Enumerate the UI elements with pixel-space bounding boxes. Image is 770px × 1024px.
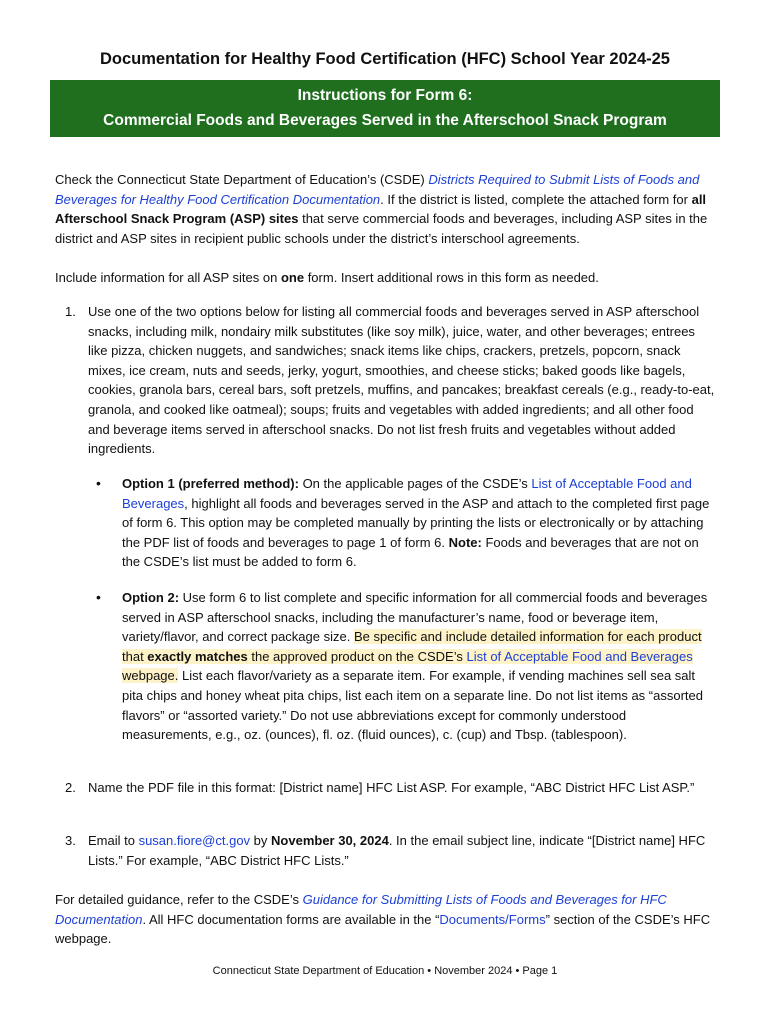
document-title: Documentation for Healthy Food Certification (HFC) School Year 2024-25 (100, 50, 670, 68)
list-item-text: by (250, 833, 272, 848)
intro-text: Check the Connecticut State Department of Education’s (CSDE) (55, 172, 429, 187)
page-footer: Connecticut State Department of Education • November 2024 • Page 1 (212, 965, 558, 977)
acceptable-foods-webpage-link[interactable]: List of Acceptable Food and Beverages (466, 648, 693, 664)
intro-bold-text: all Afterschool Snack Program (ASP) sites (55, 191, 707, 227)
option-1-bullet (55, 474, 717, 572)
deadline-date: November 30, 2024 (271, 833, 389, 848)
intro-text: that serve commercial foods and beverages, including ASP sites in the district and ASP sites in recipient public schools under the district’s interschool agreements. (55, 211, 708, 246)
instruction-item-2 (55, 778, 717, 798)
option-text: Foods and beverages that are not on the CSDE’s list must be added to form 6. (122, 534, 699, 570)
banner-line-2: Commercial Foods and Beverages Served in the Afterschool Snack Program (103, 111, 667, 129)
closing-text: . All HFC documentation forms are available in the “ (142, 911, 440, 927)
list-number: 2. (65, 780, 76, 795)
option-text: List each flavor/variety as a separate item. For example, if vending machines sell sea salt pita chips and honey wheat pita chips, list each item on a separate line. Do not list items as “assorted flavors” or “assorted variety.” Do not use abbreviations except for commonly understood measurements, e.g., oz. (ounces), fl. oz. (fluid ounces), c. (cup) and Tbsp. (tablespoon). (122, 668, 703, 743)
option-text: , highlight all foods and beverages served in the ASP and attach to the completed first page of form 6. This option may be completed manually by printing the lists or electronically or by attaching the PDF list of foods and beverages to page 1 of form 6. (122, 495, 710, 550)
option-label: Option 1 (preferred method): (122, 476, 299, 491)
option-text: On the applicable pages of the CSDE’s (298, 476, 532, 491)
list-item-text: . In the email subject line, indicate “[District name] HFC Lists.” For example, “ABC District HFC Lists.” (88, 833, 706, 868)
banner-line-1: Instructions for Form 6: (297, 87, 473, 104)
intro-text: form. Insert additional rows in this form as needed. (304, 270, 599, 285)
list-item-text: Email to (88, 833, 139, 848)
instruction-item-3 (55, 831, 717, 870)
districts-required-link[interactable]: Districts Required to Submit Lists of Foods and Beverages for Healthy Food Certification Documentation (55, 172, 700, 207)
option-text: Use form 6 to list complete and specific information for all commercial foods and beverages served in ASP afterschool snacks, including the manufacturer’s name, food or beverage item, variety/flavor, and correct package size. (122, 590, 708, 645)
bullet-icon: • (96, 589, 101, 605)
intro-text: Include information for all ASP sites on (55, 270, 281, 285)
acceptable-foods-link[interactable]: List of Acceptable Food and Beverages (122, 476, 692, 511)
email-link[interactable]: susan.fiore@ct.gov (138, 833, 251, 848)
highlighted-text-part: webpage. (122, 668, 179, 684)
note-label: Note: (448, 534, 482, 550)
bullet-icon: • (96, 475, 101, 491)
option-label: Option 2: (122, 590, 180, 605)
list-number: 1. (65, 304, 76, 319)
list-item-text: Use one of the two options below for listing all commercial foods and beverages served in ASP afterschool snacks, including milk, nondairy milk substitutes (like soy milk), juice, water, and other beverages; entrees like pizza, chicken nuggets, and sandwiches; snack items like chips, crackers, pretzels, popcorn, snack mixes, ice cream, nuts and seeds, jerky, yogurt, smoothies, and cheese sticks; baked goods like bagels, cookies, granola bars, cereal bars, soft pretzels, muffins, and pancakes; breakfast cereals (e.g., ready-to-eat, granola, and cooked like oatmeal); soups; fruits and vegetables with added ingredients; and all other food and beverage items served in afterschool snacks. Do not list fresh fruits and vegetables without added ingredients. (88, 304, 715, 457)
list-number: 3. (65, 833, 76, 848)
closing-text: ” section of the CSDE’s HFC webpage. (55, 911, 711, 947)
highlighted-text-part: the approved product on the CSDE’s (247, 648, 467, 664)
instructions-banner (50, 80, 720, 137)
intro-bold-text: one (280, 270, 305, 285)
option-2-bullet (55, 588, 717, 745)
list-item-text: Name the PDF file in this format: [District name] HFC List ASP. For example, “ABC District HFC List ASP.” (88, 780, 695, 795)
highlighted-bold-text: exactly matches (147, 648, 248, 664)
highlighted-text-part: Be specific and include detailed information for each product that (122, 629, 702, 664)
closing-paragraph (55, 890, 717, 949)
intro-paragraph-1 (55, 170, 717, 248)
intro-text: . If the district is listed, complete the attached form for (380, 191, 692, 207)
documents-forms-link[interactable]: Documents/Forms (439, 911, 546, 927)
closing-text: For detailed guidance, refer to the CSDE’s (55, 892, 303, 907)
guidance-link[interactable]: Guidance for Submitting Lists of Foods and Beverages for HFC Documentation (55, 892, 667, 927)
intro-paragraph-2 (55, 268, 717, 288)
instruction-item-1 (55, 302, 717, 459)
